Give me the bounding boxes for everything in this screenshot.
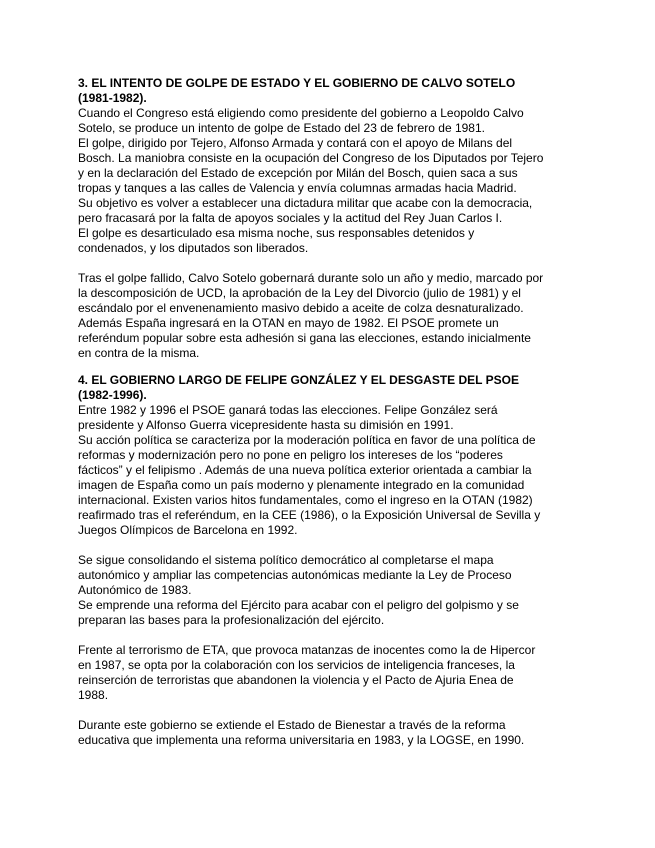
text-line: Durante este gobierno se extiende el Estado de Bienestar a través de la reforma xyxy=(78,718,506,732)
text-line: 1988. xyxy=(78,688,109,702)
text-line: Su acción política se caracteriza por la moderación política en favor de una política de xyxy=(78,433,536,447)
section-3-paragraph-1 xyxy=(78,106,578,256)
text-line: Se emprende una reforma del Ejército para acabar con el peligro del golpismo y se xyxy=(78,598,519,612)
text-line: autonómico y ampliar las competencias autonómicas mediante la Ley de Proceso xyxy=(78,568,512,582)
document-content xyxy=(78,76,578,748)
text-line: y en la declaración del Estado de excepción por Milán del Bosch, quien saca a sus xyxy=(78,166,518,180)
heading-line: (1982-1996). xyxy=(78,388,147,402)
text-line: Cuando el Congreso está eligiendo como presidente del gobierno a Leopoldo Calvo xyxy=(78,106,524,120)
text-line: El golpe, dirigido por Tejero, Alfonso Armada y contará con el apoyo de Milans del xyxy=(78,136,513,150)
text-line: condenados, y los diputados son liberados. xyxy=(78,241,309,255)
text-line: tropas y tanques a las calles de Valencia y envía columnas armadas hacia Madrid. xyxy=(78,181,517,195)
text-line: educativa que implementa una reforma universitaria en 1983, y la LOGSE, en 1990. xyxy=(78,733,525,747)
text-line: presidente y Alfonso Guerra vicepresidente hasta su dimisión en 1991. xyxy=(78,418,454,432)
text-line: imagen de España como un país moderno y plenamente integrado en la comunidad xyxy=(78,478,525,492)
heading-line: 3. EL INTENTO DE GOLPE DE ESTADO Y EL GOBIERNO DE CALVO SOTELO xyxy=(78,76,516,90)
text-line: Sotelo, se produce un intento de golpe de Estado del 23 de febrero de 1981. xyxy=(78,121,485,135)
text-line: escándalo por el envenenamiento masivo debido a aceite de colza desnaturalizado. xyxy=(78,301,524,315)
section-4-paragraph-1 xyxy=(78,403,578,538)
text-line: Tras el golpe fallido, Calvo Sotelo gobernará durante solo un año y medio, marcado por xyxy=(78,271,544,285)
text-line: Autonómico de 1983. xyxy=(78,583,192,597)
paragraph-spacer xyxy=(78,256,578,271)
text-line: pero fracasará por la falta de apoyos sociales y la actitud del Rey Juan Carlos I. xyxy=(78,211,503,225)
text-line: reinserción de terroristas que abandonen la violencia y el Pacto de Ajuria Enea de xyxy=(78,673,514,687)
text-line: Se sigue consolidando el sistema político democrático al completarse el mapa xyxy=(78,553,494,567)
text-line: Entre 1982 y 1996 el PSOE ganará todas las elecciones. Felipe González será xyxy=(78,403,498,417)
text-line: referéndum popular sobre esta adhesión si gana las elecciones, estando inicialmente xyxy=(78,331,531,345)
section-4-paragraph-3 xyxy=(78,643,578,703)
section-4-heading xyxy=(78,373,578,403)
paragraph-spacer xyxy=(78,628,578,643)
text-line: preparan las bases para la profesionalización del ejército. xyxy=(78,613,385,627)
text-line: internacional. Existen varios hitos fundamentales, como el ingreso en la OTAN (1982) xyxy=(78,493,533,507)
text-line: Juegos Olímpicos de Barcelona en 1992. xyxy=(78,523,298,537)
section-3-heading xyxy=(78,76,578,106)
text-line: Además España ingresará en la OTAN en mayo de 1982. El PSOE promete un xyxy=(78,316,499,330)
text-line: Frente al terrorismo de ETA, que provoca matanzas de inocentes como la de Hipercor xyxy=(78,643,536,657)
heading-line: (1981-1982). xyxy=(78,91,147,105)
text-line: Bosch. La maniobra consiste en la ocupación del Congreso de los Diputados por Tejero xyxy=(78,151,544,165)
text-line: Su objetivo es volver a establecer una dictadura militar que acabe con la democracia, xyxy=(78,196,533,210)
section-4-paragraph-2 xyxy=(78,553,578,628)
section-4-paragraph-4 xyxy=(78,718,578,748)
text-line: en contra de la misma. xyxy=(78,346,200,360)
text-line: fácticos” y el felipismo . Además de una nueva política exterior orientada a cambiar la xyxy=(78,463,532,477)
text-line: El golpe es desarticulado esa misma noche, sus responsables detenidos y xyxy=(78,226,475,240)
section-4 xyxy=(78,373,578,748)
heading-line: 4. EL GOBIERNO LARGO DE FELIPE GONZÁLEZ Y EL DESGASTE DEL PSOE xyxy=(78,373,519,387)
text-line: en 1987, se opta por la colaboración con los servicios de inteligencia franceses, la xyxy=(78,658,515,672)
section-spacer xyxy=(78,361,578,373)
text-line: reafirmado tras el referéndum, en la CEE (1986), o la Exposición Universal de Sevilla y xyxy=(78,508,541,522)
section-3-paragraph-2 xyxy=(78,271,578,361)
text-line: la descomposición de UCD, la aprobación de la Ley del Divorcio (julio de 1981) y el xyxy=(78,286,521,300)
paragraph-spacer xyxy=(78,538,578,553)
section-3 xyxy=(78,76,578,361)
text-line: reformas y modernización pero no pone en peligro los intereses de los “poderes xyxy=(78,448,503,462)
paragraph-spacer xyxy=(78,703,578,718)
